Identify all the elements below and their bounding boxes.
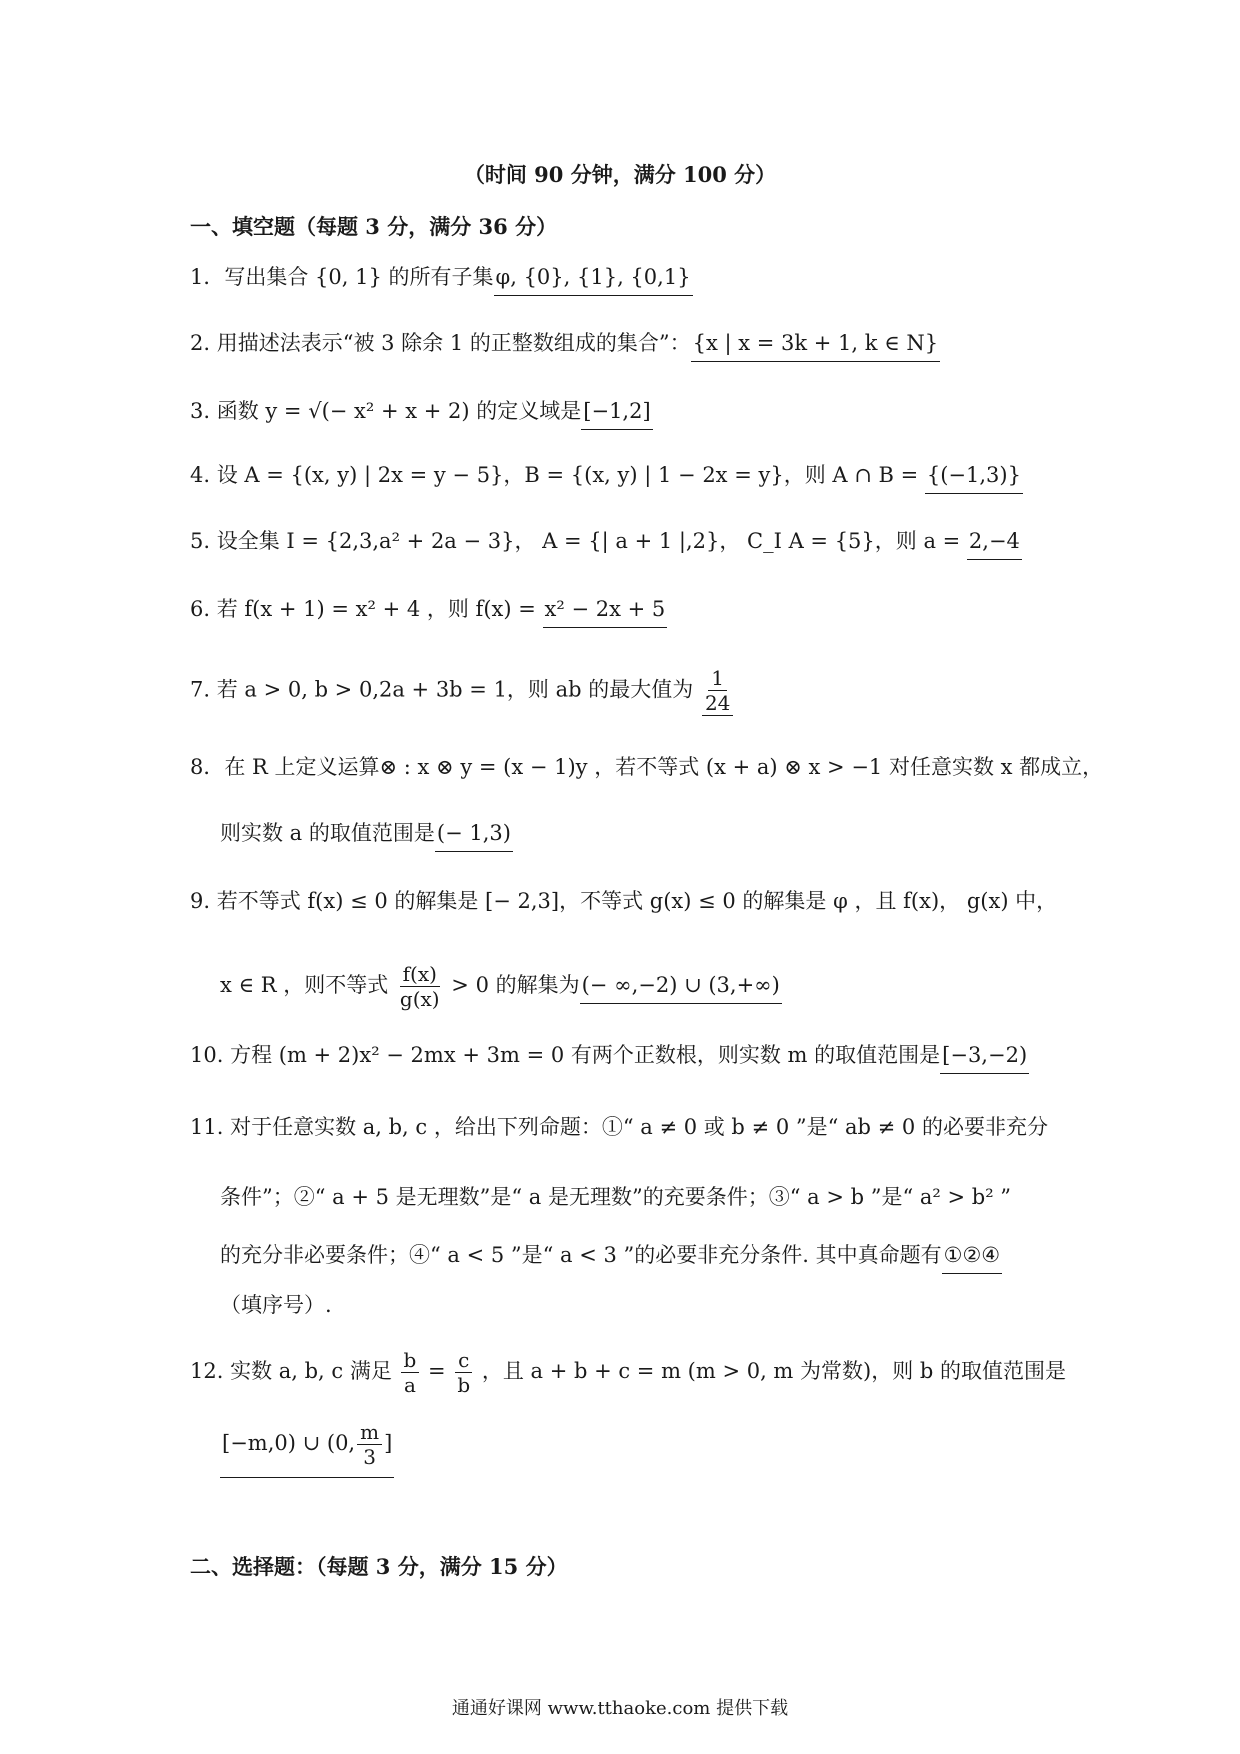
question-11-line-1: 11. 对于任意实数 a, b, c ，给出下列命题：①“ a ≠ 0 或 b ≠ 0 ”是“ ab ≠ 0 的必要非充分 <box>190 1115 1048 1139</box>
question-7-text: 7. 若 a > 0, b > 0,2a + 3b = 1，则 ab 的最大值为 <box>190 677 694 702</box>
question-12-answer-underlined <box>220 1420 394 1478</box>
equals-sign: = <box>428 1359 446 1383</box>
exam-subtitle: （时间 90 分钟，满分 100 分） <box>463 162 777 187</box>
question-3-answer: [−1,2] <box>581 396 652 430</box>
question-9-fraction <box>397 962 443 1011</box>
fraction-numerator: c <box>455 1348 472 1373</box>
question-12-answer-fraction <box>357 1420 382 1469</box>
question-4-text: 4. 设 A = {(x, y) | 2x = y − 5}，B = {(x, y) | 1 − 2x = y}，则 A ∩ B = <box>190 463 925 487</box>
question-8-text: 则实数 a 的取值范围是 <box>220 821 435 845</box>
footer-watermark: 通通好课网 www.tthaoke.com 提供下载 <box>451 1698 789 1719</box>
question-7-answer-fraction <box>702 666 733 716</box>
fraction-numerator: b <box>401 1348 420 1373</box>
question-12-text-post: ，且 a + b + c = m (m > 0, m 为常数)，则 b 的取值范围是 <box>481 1359 1067 1383</box>
question-8-answer: (− 1,3) <box>435 818 513 852</box>
question-12-answer-post: ] <box>384 1431 393 1455</box>
question-12-fraction-b-over-a <box>401 1348 420 1397</box>
question-4 <box>190 460 1023 494</box>
question-9-line-2 <box>220 962 782 1011</box>
section-1-title: 一、填空题（每题 3 分，满分 36 分） <box>190 214 558 239</box>
question-9-text-pre: x ∈ R ，则不等式 <box>220 973 389 997</box>
question-12-text-pre: 12. 实数 a, b, c 满足 <box>190 1359 392 1383</box>
fraction-denominator: g(x) <box>399 987 440 1011</box>
question-12 <box>190 1348 1066 1397</box>
question-11-text: 的充分非必要条件；④“ a < 5 ”是“ a < 3 ”的必要非充分条件. 其中真命题有 <box>220 1243 942 1267</box>
question-6-text: 6. 若 f(x + 1) = x² + 4 ，则 f(x) = <box>190 597 543 621</box>
question-9-text-post: > 0 的解集为 <box>451 973 580 997</box>
question-7 <box>190 666 735 716</box>
question-5 <box>190 526 1022 560</box>
question-3 <box>190 396 653 430</box>
question-11-line-2: 条件”；②“ a + 5 是无理数”是“ a 是无理数”的充要条件；③“ a > b ”是“ a² > b² ” <box>220 1185 1012 1209</box>
question-9-answer: (− ∞,−2) ∪ (3,+∞) <box>580 970 782 1004</box>
question-10-text: 10. 方程 (m + 2)x² − 2mx + 3m = 0 有两个正数根，则实数 m 的取值范围是 <box>190 1043 941 1067</box>
question-10-answer: [−3,−2) <box>940 1040 1029 1074</box>
question-1-answer: φ, {0}, {1}, {0,1} <box>494 262 693 296</box>
question-5-answer: 2,−4 <box>967 526 1022 560</box>
fraction-denominator: 24 <box>702 691 733 716</box>
question-8-line-2 <box>220 818 513 852</box>
question-2-text: 2. 用描述法表示“被 3 除余 1 的正整数组成的集合”： <box>190 331 691 355</box>
question-1-text: 1．写出集合 {0, 1} 的所有子集 <box>190 265 494 289</box>
section-2-title: 二、选择题：（每题 3 分，满分 15 分） <box>190 1554 568 1579</box>
question-12-answer <box>220 1420 394 1478</box>
question-11-answer: ①②④ <box>942 1240 1002 1274</box>
question-2 <box>190 328 940 362</box>
question-12-fraction-c-over-b <box>454 1348 473 1397</box>
question-4-answer: {(−1,3)} <box>925 460 1023 494</box>
question-9-line-1: 9. 若不等式 f(x) ≤ 0 的解集是 [− 2,3]，不等式 g(x) ≤ 0 的解集是 φ ，且 f(x)， g(x) 中， <box>190 889 1058 913</box>
fraction-numerator: 1 <box>708 666 727 691</box>
question-11-line-4: （填序号）. <box>220 1293 332 1317</box>
question-6-answer: x² − 2x + 5 <box>543 594 668 628</box>
fraction-denominator: 3 <box>363 1445 376 1469</box>
question-1 <box>190 262 693 296</box>
fraction-denominator: a <box>403 1373 416 1397</box>
fraction-numerator: f(x) <box>400 962 440 987</box>
question-8-line-1: 8．在 R 上定义运算⊗ : x ⊗ y = (x − 1)y ，若不等式 (x + a) ⊗ x > −1 对任意实数 x 都成立， <box>190 755 1104 779</box>
question-5-text: 5. 设全集 I = {2,3,a² + 2a − 3}， A = {| a + 1 |,2}， C_I A = {5}，则 a = <box>190 529 967 553</box>
fraction-numerator: m <box>357 1420 382 1445</box>
fraction-denominator: b <box>457 1373 471 1397</box>
question-3-text: 3. 函数 y = √(− x² + x + 2) 的定义域是 <box>190 399 582 423</box>
question-10 <box>190 1040 1029 1074</box>
question-6 <box>190 594 667 628</box>
question-11-line-3 <box>220 1240 1002 1274</box>
question-12-answer-pre: [−m,0) ∪ (0, <box>222 1431 356 1455</box>
question-2-answer: {x | x = 3k + 1, k ∈ N} <box>691 328 941 362</box>
